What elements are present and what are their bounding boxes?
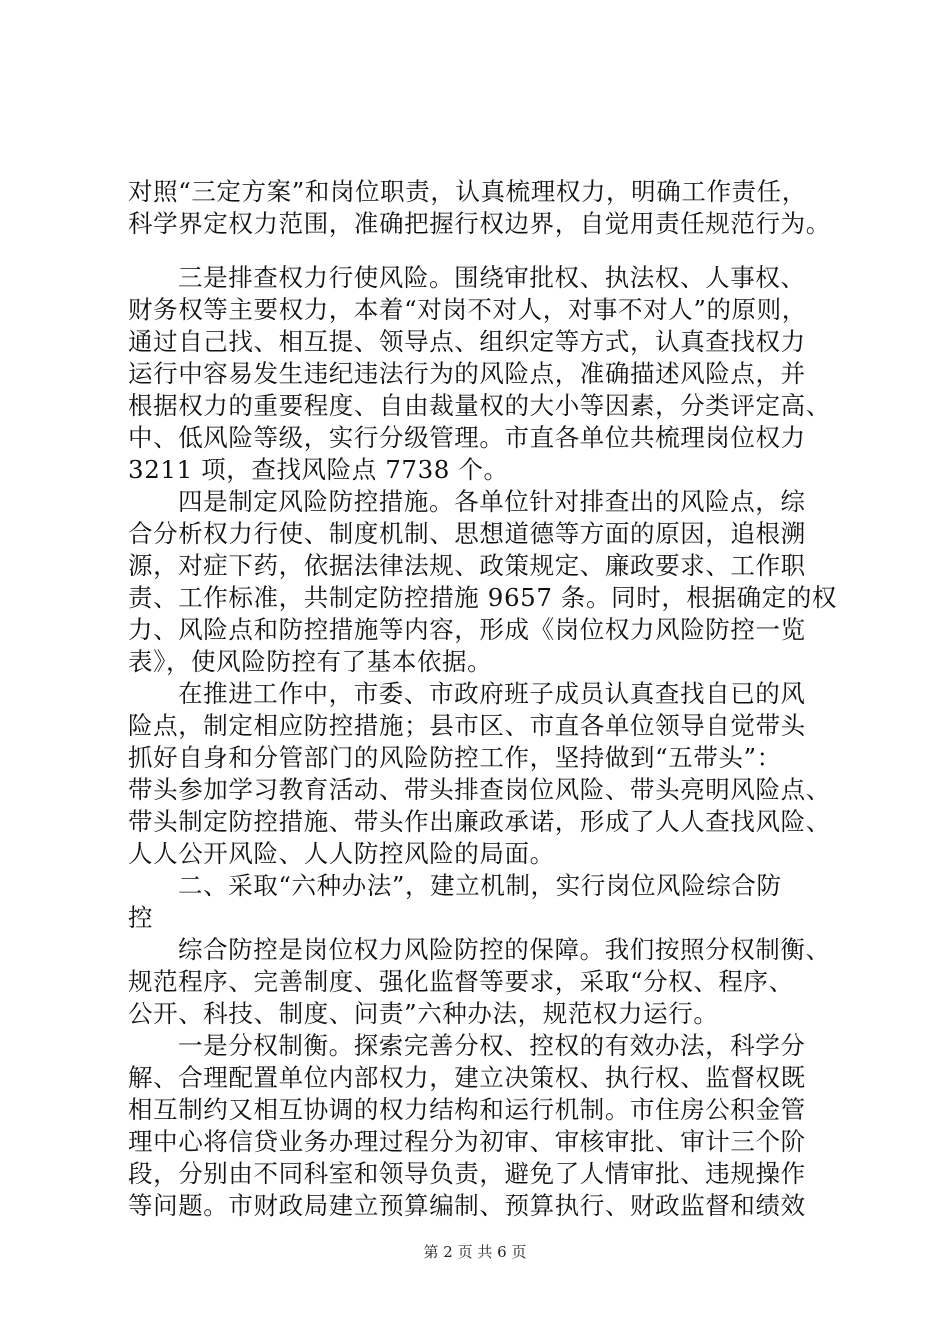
text-line: 人人公开风险、人人防控风险的局面。 bbox=[128, 839, 555, 868]
document-body bbox=[128, 176, 840, 1222]
text-line: 带头制定防控措施、带头作出廉政承诺，形成了人人查找风险、 bbox=[128, 807, 831, 836]
text-line: 表》，使风险防控有了基本依据。 bbox=[128, 647, 493, 676]
text-line: 力、风险点和防控措施等内容，形成《岗位权力风险防控一览 bbox=[128, 615, 806, 644]
text-line: 二、采取“六种办法”，建立机制，实行岗位风险综合防 bbox=[178, 871, 782, 900]
paragraph bbox=[128, 934, 840, 1030]
text-line: 相互制约又相互协调的权力结构和运行机制。市住房公积金管 bbox=[128, 1095, 806, 1124]
text-line: 综合防控是岗位权力风险防控的保障。我们按照分权制衡、 bbox=[178, 935, 831, 964]
paragraph bbox=[128, 678, 840, 870]
text-line: 解、合理配置单位内部权力，建立决策权、执行权、监督权既 bbox=[128, 1063, 806, 1092]
text-line: 一是分权制衡。探索完善分权、控权的有效办法，科学分 bbox=[178, 1031, 806, 1060]
text-line: 在推进工作中，市委、市政府班子成员认真查找自已的风 bbox=[178, 679, 806, 708]
text-line: 险点，制定相应防控措施；县市区、市直各单位领导自觉带头 bbox=[128, 711, 806, 740]
text-line: 三是排查权力行使风险。围绕审批权、执法权、人事权、 bbox=[178, 263, 806, 292]
text-line: 段，分别由不同科室和领导负责，避免了人情审批、违规操作 bbox=[128, 1159, 806, 1188]
text-line: 通过自己找、相互提、领导点、组织定等方式，认真查找权力 bbox=[128, 327, 806, 356]
text-line: 带头参加学习教育活动、带头排查岗位风险、带头亮明风险点、 bbox=[128, 775, 831, 804]
paragraph-spacer bbox=[128, 240, 840, 262]
text-line: 等问题。市财政局建立预算编制、预算执行、财政监督和绩效 bbox=[128, 1191, 806, 1220]
paragraph bbox=[128, 486, 840, 678]
paragraph bbox=[128, 262, 840, 486]
text-line: 对照“三定方案”和岗位职责，认真梳理权力，明确工作责任， bbox=[128, 177, 807, 206]
text-line: 中、低风险等级，实行分级管理。市直各单位共梳理岗位权力 bbox=[128, 423, 806, 452]
text-line: 财务权等主要权力，本着“对岗不对人，对事不对人”的原则， bbox=[128, 295, 807, 324]
text-line: 控 bbox=[128, 903, 154, 932]
text-line: 根据权力的重要程度、自由裁量权的大小等因素，分类评定高、 bbox=[128, 391, 831, 420]
paragraph bbox=[128, 1030, 840, 1222]
text-line: 规范程序、完善制度、强化监督等要求，采取“分权、程序、 bbox=[128, 967, 794, 996]
page-footer: 第 2 页 共 6 页 bbox=[423, 1243, 527, 1261]
paragraph bbox=[128, 870, 840, 934]
text-line: 源，对症下药，依据法律法规、政策规定、廉政要求、工作职 bbox=[128, 551, 806, 580]
text-line: 公开、科技、制度、问责”六种办法，规范权力运行。 bbox=[128, 999, 719, 1028]
text-line: 抓好自身和分管部门的风险防控工作，坚持做到“五带头”： bbox=[128, 743, 782, 772]
text-line: 科学界定权力范围，准确把握行权边界，自觉用责任规范行为。 bbox=[128, 209, 831, 238]
text-line: 运行中容易发生违纪违法行为的风险点，准确描述风险点，并 bbox=[128, 359, 806, 388]
text-line: 理中心将信贷业务办理过程分为初审、审核审批、审计三个阶 bbox=[128, 1127, 806, 1156]
text-line: 3211 项，查找风险点 7738 个。 bbox=[128, 455, 509, 484]
text-line: 合分析权力行使、制度机制、思想道德等方面的原因，追根溯 bbox=[128, 519, 806, 548]
paragraph bbox=[128, 176, 840, 240]
text-line: 责、工作标准，共制定防控措施 9657 条。同时，根据确定的权 bbox=[128, 583, 838, 612]
text-line: 四是制定风险防控措施。各单位针对排查出的风险点，综 bbox=[178, 487, 806, 516]
